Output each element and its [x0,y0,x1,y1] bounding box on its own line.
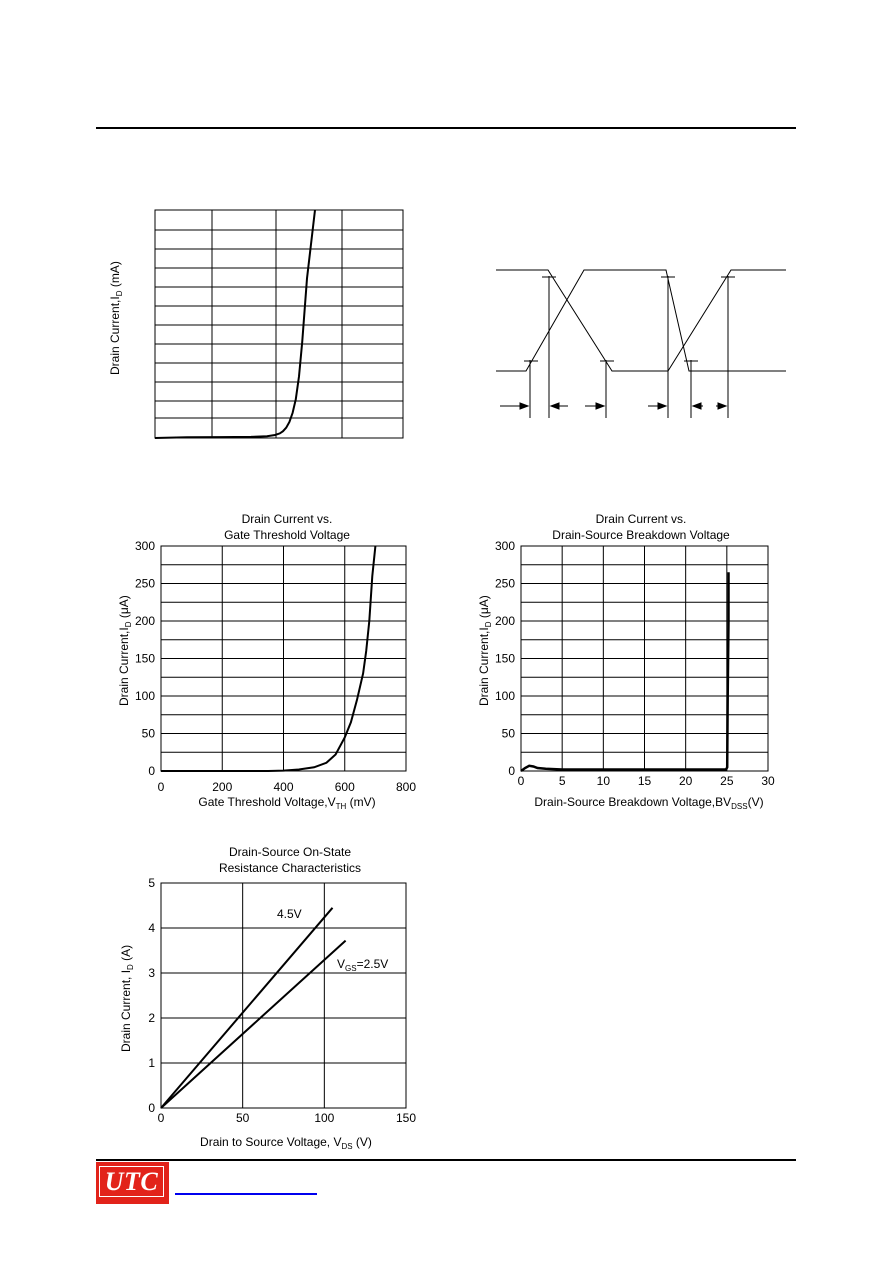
c3-xtick-label: 400 [273,780,294,794]
c4-xtick-label: 0 [517,774,525,788]
chart3-x-axis-label: Gate Threshold $Voltage,V_{TH}$ (mV) [198,795,376,811]
chart5-title-line2: Resistance Characteristics [218,861,362,875]
chart4-gridlines [521,546,768,771]
c4-xtick-label: 20 [678,774,693,788]
c5-ytick-label: 1 [148,1056,155,1070]
c4-ytick-label: 300 [494,539,515,553]
chart4-y-tick-labels [495,539,515,778]
chart1-gridlines [155,210,403,438]
c4-xtick-label: 15 [637,774,652,788]
utc-logo [96,1162,169,1204]
chart5-x-tick-labels [158,1111,417,1125]
c4-xtick-label: 5 [558,774,566,788]
chart5-x-axis-label: Drain to Source Voltage, $V_{DS}$ (V) [200,1135,372,1151]
c3-xtick-label: 800 [395,780,417,794]
c3-ytick-label: 100 [134,689,155,703]
c5-xtick-label: 100 [314,1111,335,1125]
chart4-title-line2: Drain-Source Breakdown Voltage [552,528,730,542]
chart5-annotation-vgs: $V_{GS}=2.5V$ [337,957,389,973]
c5-xtick-label: 50 [235,1111,250,1125]
c4-ytick-label: 150 [494,651,515,666]
timing-arrows [500,403,726,409]
c5-ytick-label: 4 [148,921,155,935]
chart1-plot-frame [155,210,403,438]
switching-waveform-diagram [496,270,786,418]
chart5-y-axis-label: Drain Current, $I_D$ (A) [119,944,135,1052]
chart5-y-tick-labels [148,876,155,1115]
chart3-title-line2: Gate Threshold Voltage [224,528,350,542]
c5-xtick-label: 0 [157,1111,165,1125]
c4-ytick-label: 200 [494,614,515,628]
c5-ytick-label: 5 [148,876,155,890]
c3-xtick-label: 200 [212,780,233,794]
chart5-series-4-5v [161,908,333,1108]
chart3-y-axis-label: Drain $Current,I_D$ (μA) [117,595,133,706]
chart-drain-current-ma [108,210,403,438]
chart3-title-line1: Drain Current vs. [241,512,333,526]
chart3-gridlines [161,546,406,771]
c5-ytick-label: 3 [148,966,155,980]
chart1-series-line [155,210,315,438]
chart5-annotation-4-5v: 4.5V [277,907,302,921]
chart5-series-vgs-2-5v [161,941,346,1108]
utc-logo-text: UTC [104,1166,159,1196]
c5-ytick-label: 2 [148,1011,155,1025]
chart4-y-axis-label: Drain $Current,I_D$ (μA) [477,595,493,706]
c3-ytick-label: 150 [134,651,155,666]
utc-logo-frame [99,1166,164,1197]
c4-ytick-label: 100 [494,689,515,703]
c3-ytick-label: 0 [148,764,155,778]
chart4-x-axis-label: Drain-Source Breakdown $Voltage,BV_{DSS}(V)$ [534,795,764,811]
chart3-y-tick-labels [135,539,155,778]
c4-xtick-label: 10 [596,774,611,788]
c3-ytick-label: 50 [141,726,155,741]
chart4-title-line1: Drain Current vs. [595,512,687,526]
c4-ytick-label: 0 [508,764,515,778]
chart5-title-line1: Drain-Source On-State [228,845,352,859]
c3-ytick-label: 200 [134,614,155,628]
chart-on-state-resistance [119,845,416,1151]
c3-ytick-label: 300 [134,539,155,553]
chart1-y-axis-label: Drain $Current,I_D$ (mA) [108,261,124,375]
chart4-x-tick-labels [518,774,775,788]
c4-ytick-label: 50 [501,726,515,741]
waveform-b [496,270,786,371]
footer-rule [96,1159,796,1161]
chart-drain-current-vs-gate-threshold [117,512,416,811]
c5-ytick-label: 0 [148,1101,155,1115]
c4-xtick-label: 25 [720,774,734,788]
footer-website-link[interactable] [175,1193,317,1195]
c5-xtick-label: 150 [395,1111,417,1125]
chart3-x-tick-labels [158,780,417,794]
c3-ytick-label: 250 [134,576,155,591]
c4-xtick-label: 30 [761,774,775,788]
chart-drain-current-vs-breakdown-voltage [477,512,775,811]
c4-ytick-label: 250 [494,576,515,591]
c3-xtick-label: 0 [157,780,165,794]
c3-xtick-label: 600 [334,780,355,794]
waveform-a [496,270,786,371]
